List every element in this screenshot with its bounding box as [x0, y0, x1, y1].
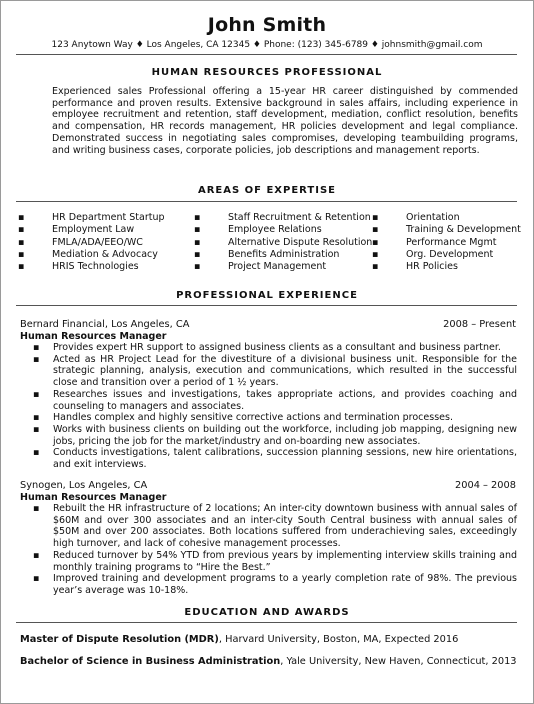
- job-2-dates: 2004 – 2008: [455, 480, 516, 491]
- list-item: ▪ Handles complex and highly sensitive corrective actions and termination processes.: [33, 412, 453, 424]
- bullet-icon: ▪: [194, 248, 201, 260]
- expertise-item: ▪ Performance Mgmt: [372, 236, 497, 248]
- job-2-role: Human Resources Manager: [20, 492, 167, 503]
- contact-line: 123 Anytown Way ♦ Los Angeles, CA 12345 ♦ Phone: (123) 345-6789 ♦ johnsmith@gmail.com: [51, 40, 483, 50]
- expertise-item: ▪ Alternative Dispute Resolution: [194, 236, 373, 248]
- bullet-icon: ▪: [33, 353, 40, 365]
- expertise-item: ▪ Orientation: [372, 212, 460, 223]
- expertise-item: ▪ Staff Recruitment & Retention: [194, 212, 371, 223]
- expertise-column-1: [18, 212, 165, 273]
- list-item: ▪ Researches issues and investigations, takes appropriate actions, and provides coaching and counseling to managers and associates.: [33, 388, 517, 412]
- summary-heading: HUMAN RESOURCES PROFESSIONAL: [151, 67, 383, 78]
- expertise-column-2: [194, 212, 372, 273]
- education-heading: EDUCATION AND AWARDS: [184, 607, 350, 618]
- education-item-2: Bachelor of Science in Business Administration, Yale University, New Haven, Connecticut, 2013: [20, 656, 517, 667]
- bullet-icon: ▪: [372, 224, 379, 236]
- bullet-icon: ▪: [194, 236, 201, 248]
- bullet-icon: ▪: [33, 342, 40, 353]
- expertise-item: ▪ Benefits Administration: [194, 248, 340, 260]
- expertise-item: ▪ Mediation & Advocacy: [18, 248, 158, 260]
- job-1-bullets: [33, 342, 517, 471]
- job-2-company: Synogen, Los Angeles, CA: [20, 480, 148, 491]
- header-divider: [16, 54, 517, 55]
- bullet-icon: ▪: [33, 573, 40, 585]
- bullet-icon: ▪: [33, 423, 40, 435]
- list-item: ▪ Acted as HR Project Lead for the divestiture of a divisional business unit. Responsible for the strategic planning, analysis, execution and communications, which resulted in the successful close and transition over a period of 1 ½ years.: [33, 353, 517, 389]
- list-item: ▪ Improved training and development programs to a yearly completion rate of 98%. The previous year’s average was 10-18%.: [33, 573, 517, 596]
- expertise-divider: [16, 201, 517, 202]
- bullet-icon: ▪: [33, 412, 40, 424]
- experience-heading: PROFESSIONAL EXPERIENCE: [176, 290, 358, 301]
- bullet-icon: ▪: [372, 261, 379, 273]
- list-item: ▪ Rebuilt the HR infrastructure of 2 locations; An inter-city downtown business with annual sales of $60M and over 300 associates and an inter-city South Central business with annual sales of $50M and over 200 associates. Both locations suffered from underachieving sales, exceedingly high turnover, and lack of cohesive management processes.: [33, 503, 517, 550]
- bullet-icon: ▪: [372, 212, 379, 223]
- expertise-item: ▪ HR Department Startup: [18, 212, 165, 223]
- bullet-icon: ▪: [18, 224, 25, 236]
- expertise-item: ▪ Org. Development: [372, 248, 494, 260]
- bullet-icon: ▪: [194, 261, 201, 273]
- bullet-icon: ▪: [18, 261, 25, 273]
- candidate-name: John Smith: [207, 14, 327, 36]
- bullet-icon: ▪: [33, 388, 40, 400]
- education-divider: [16, 622, 517, 623]
- education-item-1: Master of Dispute Resolution (MDR), Harvard University, Boston, MA, Expected 2016: [20, 634, 459, 645]
- list-item: ▪ Conducts investigations, talent calibrations, succession planning sessions, new hire orientations, and exit interviews.: [33, 447, 517, 471]
- bullet-icon: ▪: [372, 236, 379, 248]
- list-item: ▪ Works with business clients on building out the workforce, including job mapping, designing new jobs, pricing the job for the market/industry and on-boarding new associates.: [33, 423, 517, 447]
- bullet-icon: ▪: [18, 212, 25, 223]
- bullet-icon: ▪: [33, 549, 40, 561]
- job-2-bullets: [33, 503, 517, 597]
- bullet-icon: ▪: [33, 447, 40, 459]
- expertise-item: ▪ HRIS Technologies: [18, 261, 139, 273]
- experience-divider: [16, 305, 517, 306]
- bullet-icon: ▪: [194, 224, 201, 236]
- expertise-item: ▪ FMLA/ADA/EEO/WC: [18, 236, 143, 248]
- expertise-item: ▪ Project Management: [194, 261, 327, 273]
- expertise-item: ▪ Employment Law: [18, 224, 135, 236]
- expertise-item: ▪ Training & Development: [372, 224, 521, 236]
- job-1-dates: 2008 – Present: [443, 319, 516, 330]
- job-1-header: [20, 319, 516, 331]
- job-2-header: [20, 480, 516, 492]
- expertise-item: ▪ Employee Relations: [194, 224, 322, 236]
- bullet-icon: ▪: [18, 236, 25, 248]
- list-item: ▪ Reduced turnover by 54% YTD from previous years by implementing interview skills training and monthly training programs to “Hire the Best.”: [33, 549, 517, 573]
- job-1-role: Human Resources Manager: [20, 331, 167, 342]
- bullet-icon: ▪: [372, 248, 379, 260]
- bullet-icon: ▪: [194, 212, 201, 223]
- expertise-item: ▪ HR Policies: [372, 261, 458, 273]
- bullet-icon: ▪: [33, 503, 40, 514]
- job-1-company: Bernard Financial, Los Angeles, CA: [20, 319, 190, 330]
- summary-paragraph: Experienced sales Professional offering a 15-year HR career distinguished by commended performance and proven results. Extensive background in sales affairs, including experience in employee recruitment and retention, staff development, mediation, conflict resolution, benefits and compensation, HR records management, HR policies development and legal compliance. Demonstrated success in negotiating sales compromises, developing teambuilding programs, and writing business cases, corporate policies, job descriptions and management reports.: [52, 86, 518, 156]
- bullet-icon: ▪: [18, 248, 25, 260]
- expertise-heading: AREAS OF EXPERTISE: [197, 185, 337, 196]
- expertise-column-3: [372, 212, 521, 273]
- list-item: ▪ Provides expert HR support to assigned business clients as a consultant and business partner.: [33, 342, 501, 353]
